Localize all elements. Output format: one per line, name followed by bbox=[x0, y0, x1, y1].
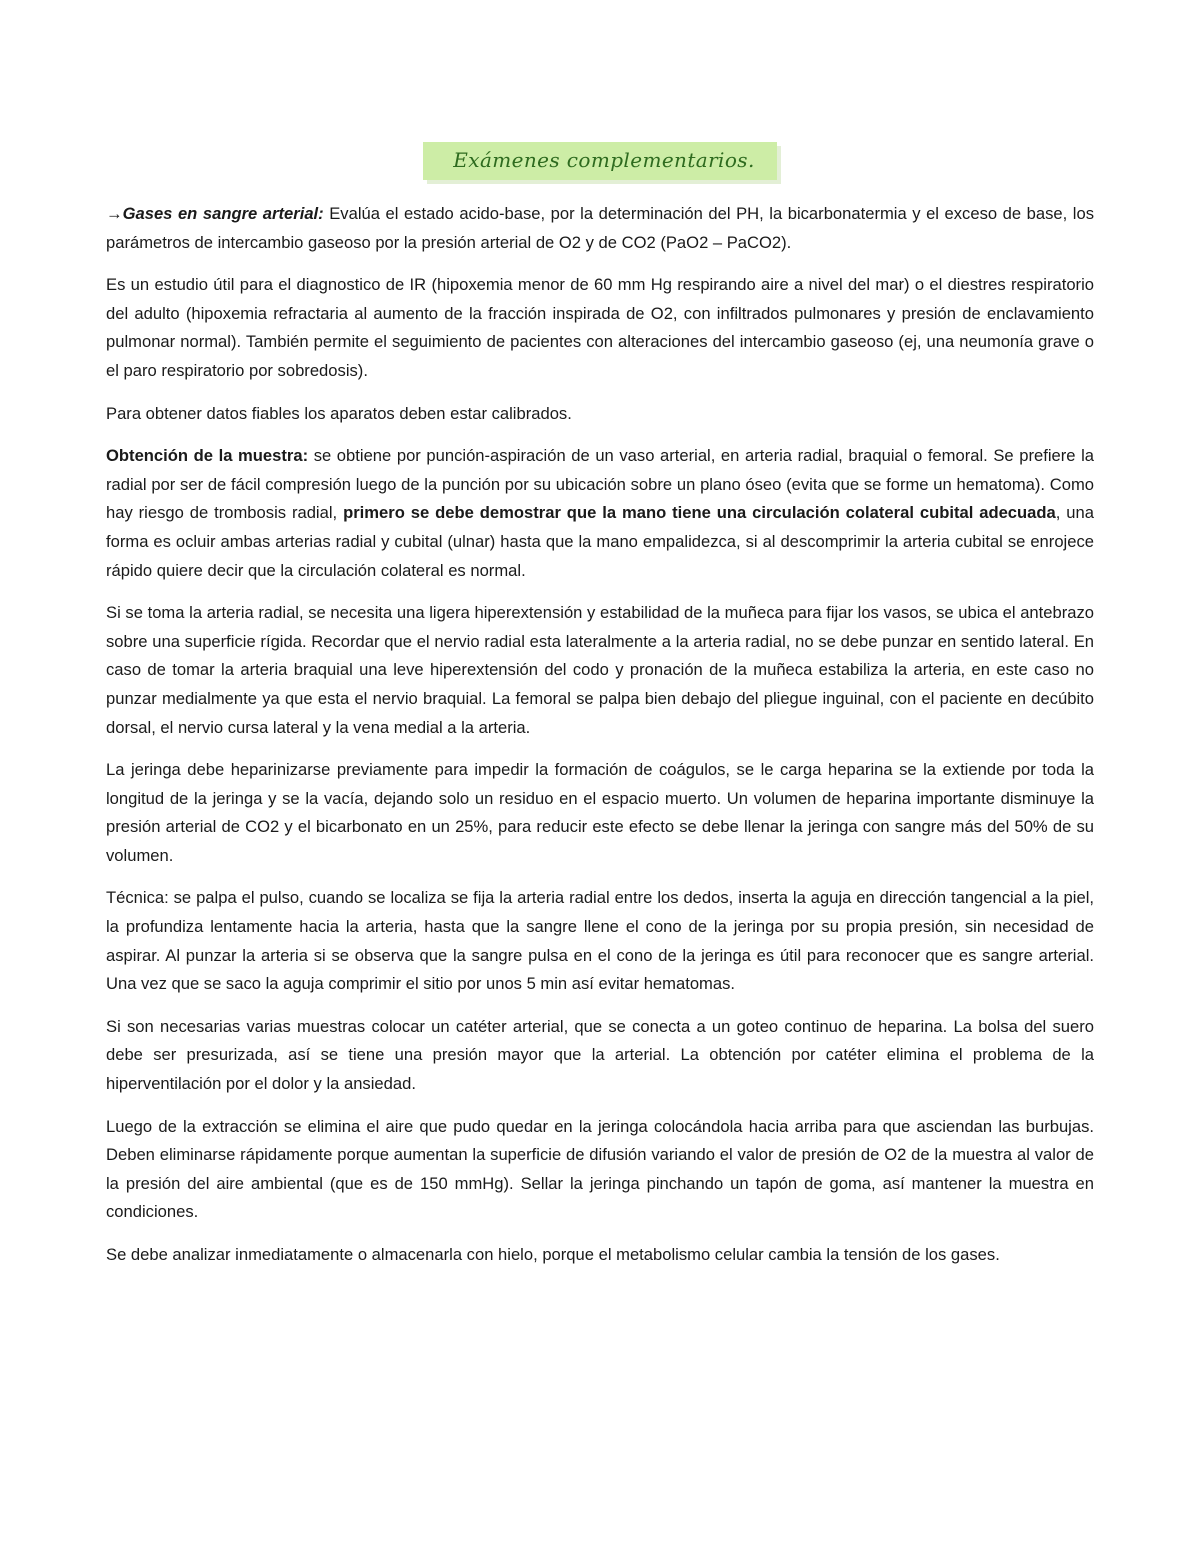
paragraph-extraccion: Luego de la extracción se elimina el aire que pudo quedar en la jeringa colocándola hacia arriba para que asciendan las burbujas. Deben eliminarse rápidamente porque aumentan la superficie de difusión variando el valor de presión de O2 de la muestra al valor de la presión del aire ambiental (que es de 150 mmHg). Sellar la jeringa pinchando un tapón de goma, así mantener la muestra en condiciones. bbox=[106, 1116, 1094, 1222]
paragraph-text: se obtiene por punción-aspiración de un vaso arterial, en arteria radial, braquial o femoral. Se prefiere la radial por ser de fácil compresión luego de la punción por su ubicación sobre un plano óseo (evita que se forme un hematoma). Como hay riesgo de trombosis radial, bbox=[106, 446, 1094, 523]
paragraph-text: Evalúa el estado acido-base, por la determinación del PH, la bicarbonatermia y el exceso de base, los parámetros de intercambio gaseoso por la presión arterial de O2 y de CO2 (PaO2 – PaCO2). bbox=[106, 204, 1094, 252]
paragraph-arteria-radial: Si se toma la arteria radial, se necesita una ligera hiperextensión y estabilidad de la muñeca para fijar los vasos, se ubica el antebrazo sobre una superficie rígida. Recordar que el nervio radial esta lateralmente a la arteria radial, no se debe punzar en sentido lateral. En caso de tomar la arteria braquial una leve hiperextensión del codo y pronación de la muñeca estabiliza la arteria, en este caso no punzar medialmente ya que esta el nervio braquial. La femoral se palpa bien debajo del pliegue inguinal, con el paciente en decúbito dorsal, el nervio cursa lateral y la vena medial a la arteria. bbox=[106, 603, 1094, 737]
paragraph-gases bbox=[106, 200, 1094, 257]
paragraph-obtencion bbox=[106, 442, 1094, 585]
paragraph-heading: →Gases en sangre arterial: bbox=[106, 204, 324, 223]
paragraph-estudio: Es un estudio útil para el diagnostico de IR (hipoxemia menor de 60 mm Hg respirando aire a nivel del mar) o el diestres respiratorio del adulto (hipoxemia refractaria al aumento de la fracción inspirada de O2, con infiltrados pulmonares y presión de enclavamiento pulmonar normal). También permite el seguimiento de pacientes con alteraciones del intercambio gaseoso (ej, una neumonía grave o el paro respiratorio por sobredosis). bbox=[106, 275, 1094, 380]
paragraph-cateter: Si son necesarias varias muestras colocar un catéter arterial, que se conecta a un goteo continuo de heparina. La bolsa del suero debe ser presurizada, así se tiene una presión mayor que la arterial. La obtención por catéter elimina el problema de la hiperventilación por el dolor y la ansiedad. bbox=[106, 1016, 1094, 1094]
document-body bbox=[106, 200, 1094, 1284]
paragraph-text: , una forma es ocluir ambas arterias radial y cubital (ulnar) hasta que la mano empalidezca, si al descomprimir la arteria cubital se enrojece rápido quiere decir que la circulación colateral es normal. bbox=[106, 503, 1094, 580]
paragraph-emphasis: primero se debe demostrar que la mano tiene una circulación colateral cubital adecuada bbox=[343, 503, 1056, 523]
title-wrapper bbox=[0, 142, 1200, 180]
paragraph-jeringa: La jeringa debe heparinizarse previamente para impedir la formación de coágulos, se le carga heparina se la extiende por toda la longitud de la jeringa y se la vacía, dejando solo un residuo en el espacio muerto. Un volumen de heparina importante disminuye la presión arterial de CO2 y el bicarbonato en un 25%, para reducir este efecto se debe llenar la jeringa con sangre más del 50% de su volumen. bbox=[106, 760, 1094, 865]
paragraph-calibrados: Para obtener datos fiables los aparatos deben estar calibrados. bbox=[106, 403, 572, 423]
paragraph-heading: Obtención de la muestra: bbox=[106, 446, 309, 466]
paragraph-tecnica: Técnica: se palpa el pulso, cuando se localiza se fija la arteria radial entre los dedos, inserta la aguja en dirección tangencial a la piel, la profundiza lentamente hacia la arteria, hasta que la sangre llene el cono de la jeringa por su propia presión, sin necesidad de aspirar. Al punzar la arteria si se observa que la sangre pulsa en el cono de la jeringa es útil para reconocer que es sangre arterial. Una vez que se saco la aguja comprimir el sitio por unos 5 min así evitar hematomas. bbox=[106, 888, 1094, 994]
paragraph-analizar: Se debe analizar inmediatamente o almacenarla con hielo, porque el metabolismo celular cambia la tensión de los gases. bbox=[106, 1245, 1000, 1264]
page-title: Exámenes complementarios. bbox=[423, 142, 776, 180]
